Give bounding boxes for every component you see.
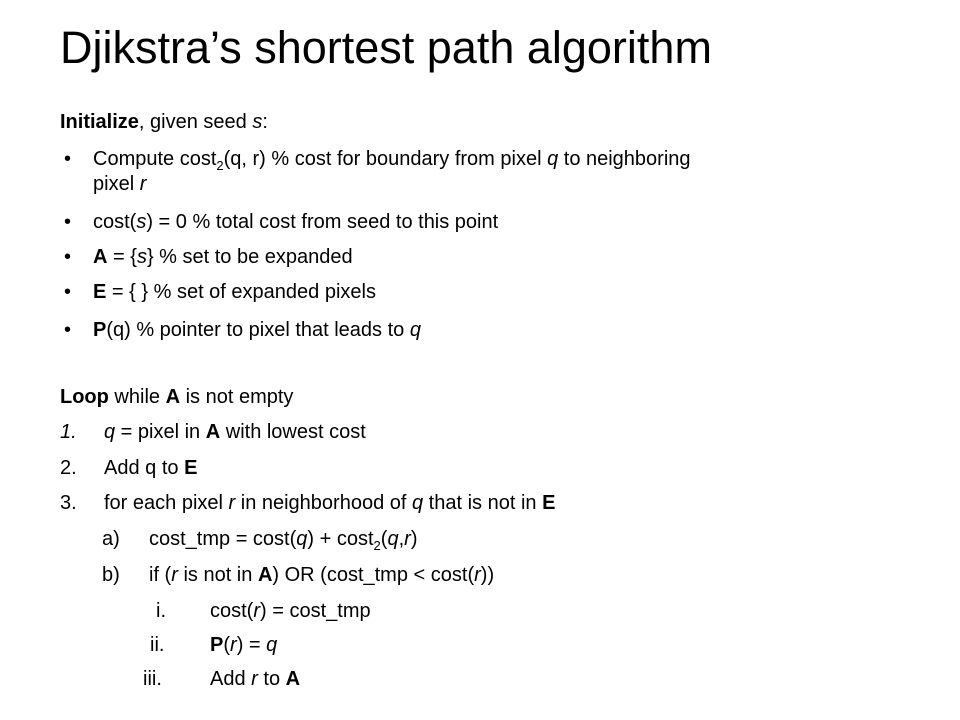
text-fragment: q bbox=[266, 634, 278, 656]
text-fragment: that is not in bbox=[423, 492, 543, 514]
text-fragment: ) OR (cost_tmp < cost( bbox=[272, 564, 475, 586]
substep-condition bbox=[149, 563, 494, 587]
text-fragment: r bbox=[230, 634, 237, 656]
text-fragment: if ( bbox=[149, 564, 172, 586]
text-fragment: ) = 0 % total cost from seed to this point bbox=[146, 211, 499, 233]
initialize-keyword: Initialize bbox=[60, 111, 139, 133]
text-fragment: P bbox=[210, 634, 224, 656]
subsubstep-update-pointer bbox=[210, 633, 277, 657]
text-fragment: , bbox=[398, 528, 405, 550]
text-fragment: Loop bbox=[60, 386, 109, 408]
text-fragment: A bbox=[205, 421, 221, 443]
text-fragment: = pixel in bbox=[115, 421, 206, 443]
text-fragment: r bbox=[474, 564, 481, 586]
text-fragment: r bbox=[228, 492, 236, 514]
bullet-icon: • bbox=[64, 211, 72, 233]
substep-cost-tmp bbox=[149, 527, 417, 551]
subsubstep-label: i. bbox=[156, 600, 166, 622]
initialize-seed-var: s bbox=[252, 111, 263, 133]
text-fragment: A bbox=[285, 668, 301, 690]
step-for-each bbox=[104, 491, 555, 515]
text-fragment: is not in bbox=[177, 564, 258, 586]
bullet-cost-seed bbox=[93, 210, 498, 234]
initialize-heading bbox=[60, 110, 268, 134]
text-fragment: (q, r) % cost for boundary from pixel bbox=[223, 148, 548, 170]
text-fragment: s bbox=[136, 246, 147, 268]
step-number: 2. bbox=[60, 457, 77, 479]
slide-title: Djikstra’s shortest path algorithm bbox=[60, 22, 712, 73]
subsubstep-add-r bbox=[210, 667, 300, 691]
step-add-q bbox=[104, 456, 197, 480]
bullet-set-a bbox=[93, 245, 353, 269]
text-fragment: Add q to bbox=[104, 457, 185, 479]
loop-heading bbox=[60, 385, 293, 409]
step-number: 1. bbox=[60, 421, 77, 443]
text-fragment: Add bbox=[210, 668, 252, 690]
text-fragment: 2 bbox=[373, 538, 381, 553]
text-fragment: E bbox=[542, 492, 556, 514]
text-fragment: )) bbox=[480, 564, 495, 586]
initialize-colon: : bbox=[262, 111, 268, 133]
text-fragment: in neighborhood of bbox=[235, 492, 412, 514]
text-fragment: to bbox=[257, 668, 286, 690]
text-fragment: s bbox=[136, 211, 147, 233]
text-fragment: } % set to be expanded bbox=[146, 246, 353, 268]
subsubstep-label: ii. bbox=[150, 634, 165, 656]
subsubstep-update-cost bbox=[210, 599, 371, 623]
bullet-pointer bbox=[93, 318, 421, 342]
text-fragment: cost_tmp = cost( bbox=[149, 528, 297, 550]
substep-label: a) bbox=[102, 528, 120, 550]
bullet-compute-cost bbox=[93, 147, 691, 171]
text-fragment: q bbox=[387, 528, 399, 550]
text-fragment: A bbox=[93, 246, 108, 268]
text-fragment: ) = bbox=[236, 634, 267, 656]
text-fragment: pixel bbox=[93, 173, 140, 195]
text-fragment: cost( bbox=[93, 211, 137, 233]
bullet-compute-cost-continuation bbox=[93, 172, 146, 196]
step-number: 3. bbox=[60, 492, 77, 514]
text-fragment: = { } % set of expanded pixels bbox=[106, 281, 376, 303]
text-fragment: ) bbox=[410, 528, 418, 550]
text-fragment: r bbox=[139, 173, 147, 195]
text-fragment: q bbox=[104, 421, 116, 443]
text-fragment: q bbox=[412, 492, 424, 514]
text-fragment: E bbox=[184, 457, 198, 479]
text-fragment: for each pixel bbox=[104, 492, 229, 514]
text-fragment: q bbox=[296, 528, 308, 550]
text-fragment: r bbox=[251, 668, 258, 690]
text-fragment: cost( bbox=[210, 600, 254, 622]
text-fragment: A bbox=[257, 564, 273, 586]
bullet-icon: • bbox=[64, 319, 72, 341]
text-fragment: E bbox=[93, 281, 107, 303]
text-fragment: r bbox=[171, 564, 178, 586]
text-fragment: A bbox=[165, 386, 181, 408]
text-fragment: while bbox=[108, 386, 166, 408]
text-fragment: q bbox=[409, 319, 421, 341]
bullet-icon: • bbox=[64, 148, 72, 170]
bullet-icon: • bbox=[64, 281, 72, 303]
text-fragment: r bbox=[253, 600, 261, 622]
text-fragment: q bbox=[547, 148, 559, 170]
text-fragment: ( bbox=[380, 528, 388, 550]
text-fragment: Compute cost bbox=[93, 148, 217, 170]
substep-label: b) bbox=[102, 564, 120, 586]
bullet-icon: • bbox=[64, 246, 72, 268]
bullet-set-e bbox=[93, 280, 376, 304]
text-fragment: ) = cost_tmp bbox=[260, 600, 371, 622]
subsubstep-label: iii. bbox=[143, 668, 162, 690]
text-fragment: P bbox=[93, 319, 107, 341]
text-fragment: ) + cost bbox=[307, 528, 374, 550]
text-fragment: with lowest cost bbox=[220, 421, 366, 443]
text-fragment: = { bbox=[107, 246, 137, 268]
text-fragment: is not empty bbox=[180, 386, 294, 408]
initialize-text: , given seed bbox=[138, 111, 253, 133]
text-fragment: 2 bbox=[216, 158, 224, 173]
text-fragment: to neighboring bbox=[558, 148, 691, 170]
text-fragment: r bbox=[404, 528, 411, 550]
text-fragment: (q) % pointer to pixel that leads to bbox=[106, 319, 410, 341]
text-fragment: ( bbox=[223, 634, 231, 656]
step-select-q bbox=[104, 420, 366, 444]
